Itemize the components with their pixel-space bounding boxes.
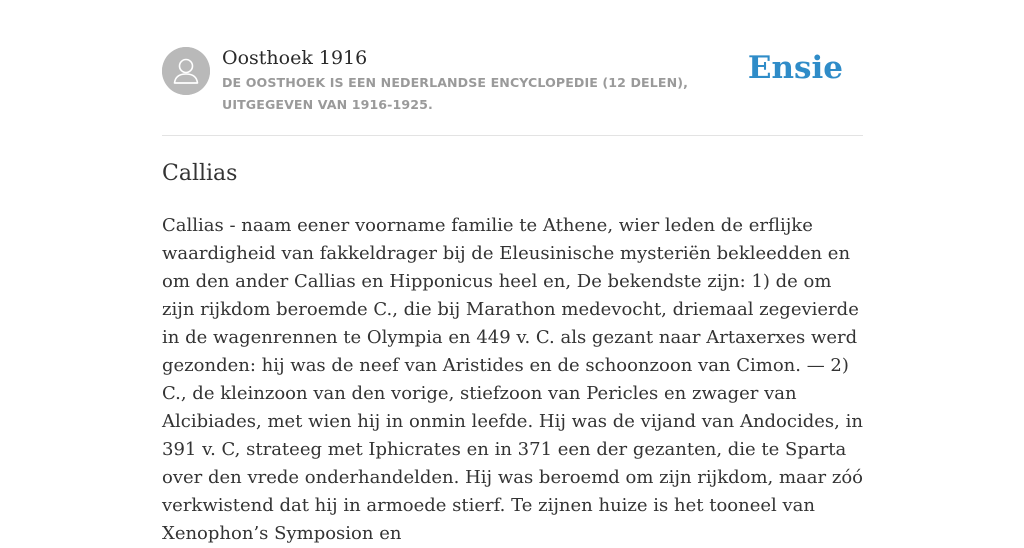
brand-logo-link[interactable]: Ensie — [747, 50, 843, 86]
source-name[interactable]: Oosthoek 1916 — [222, 47, 368, 69]
entry-body: Callias - naam eener voorname familie te Athene, wier leden de erflijke waardigheid van fakkeldrager bij de Eleusinische mysteriën bekleedden en om den ander Callias en Hipponicus heel en, De bekendste zijn: 1) de om zijn rijkdom beroemde C., die bij Marathon medevocht, driemaal zegevierde in de wagenrennen te Olympia en 449 v. C. als gezant naar Artaxerxes werd gezonden: hij was de neef van Aristides en de schoonzoon van Cimon. — 2) C., de kleinzoon van den vorige, stiefzoon van Pericles en zwager van Alcibiades, met wien hij in onmin leefde. Hij was de vijand van Andocides, in 391 v. C, strateeg met Iphicrates en in 371 een der gezanten, die te Sparta over den vrede onderhandelden. Hij was beroemd om zijn rijkdom, maar zóó verkwistend dat hij in armoede stierf. Te zijnen huize is het tooneel van Xenophon’s Symposion en — [162, 215, 863, 544]
content-container — [162, 0, 863, 544]
entry-title: Callias — [162, 161, 238, 186]
user-placeholder-icon[interactable] — [162, 47, 210, 95]
source-description: DE OOSTHOEK IS EEN NEDERLANDSE ENCYCLOPEDIE (12 DELEN), UITGEGEVEN VAN 1916-1925. — [222, 75, 688, 112]
source-header — [162, 0, 863, 136]
